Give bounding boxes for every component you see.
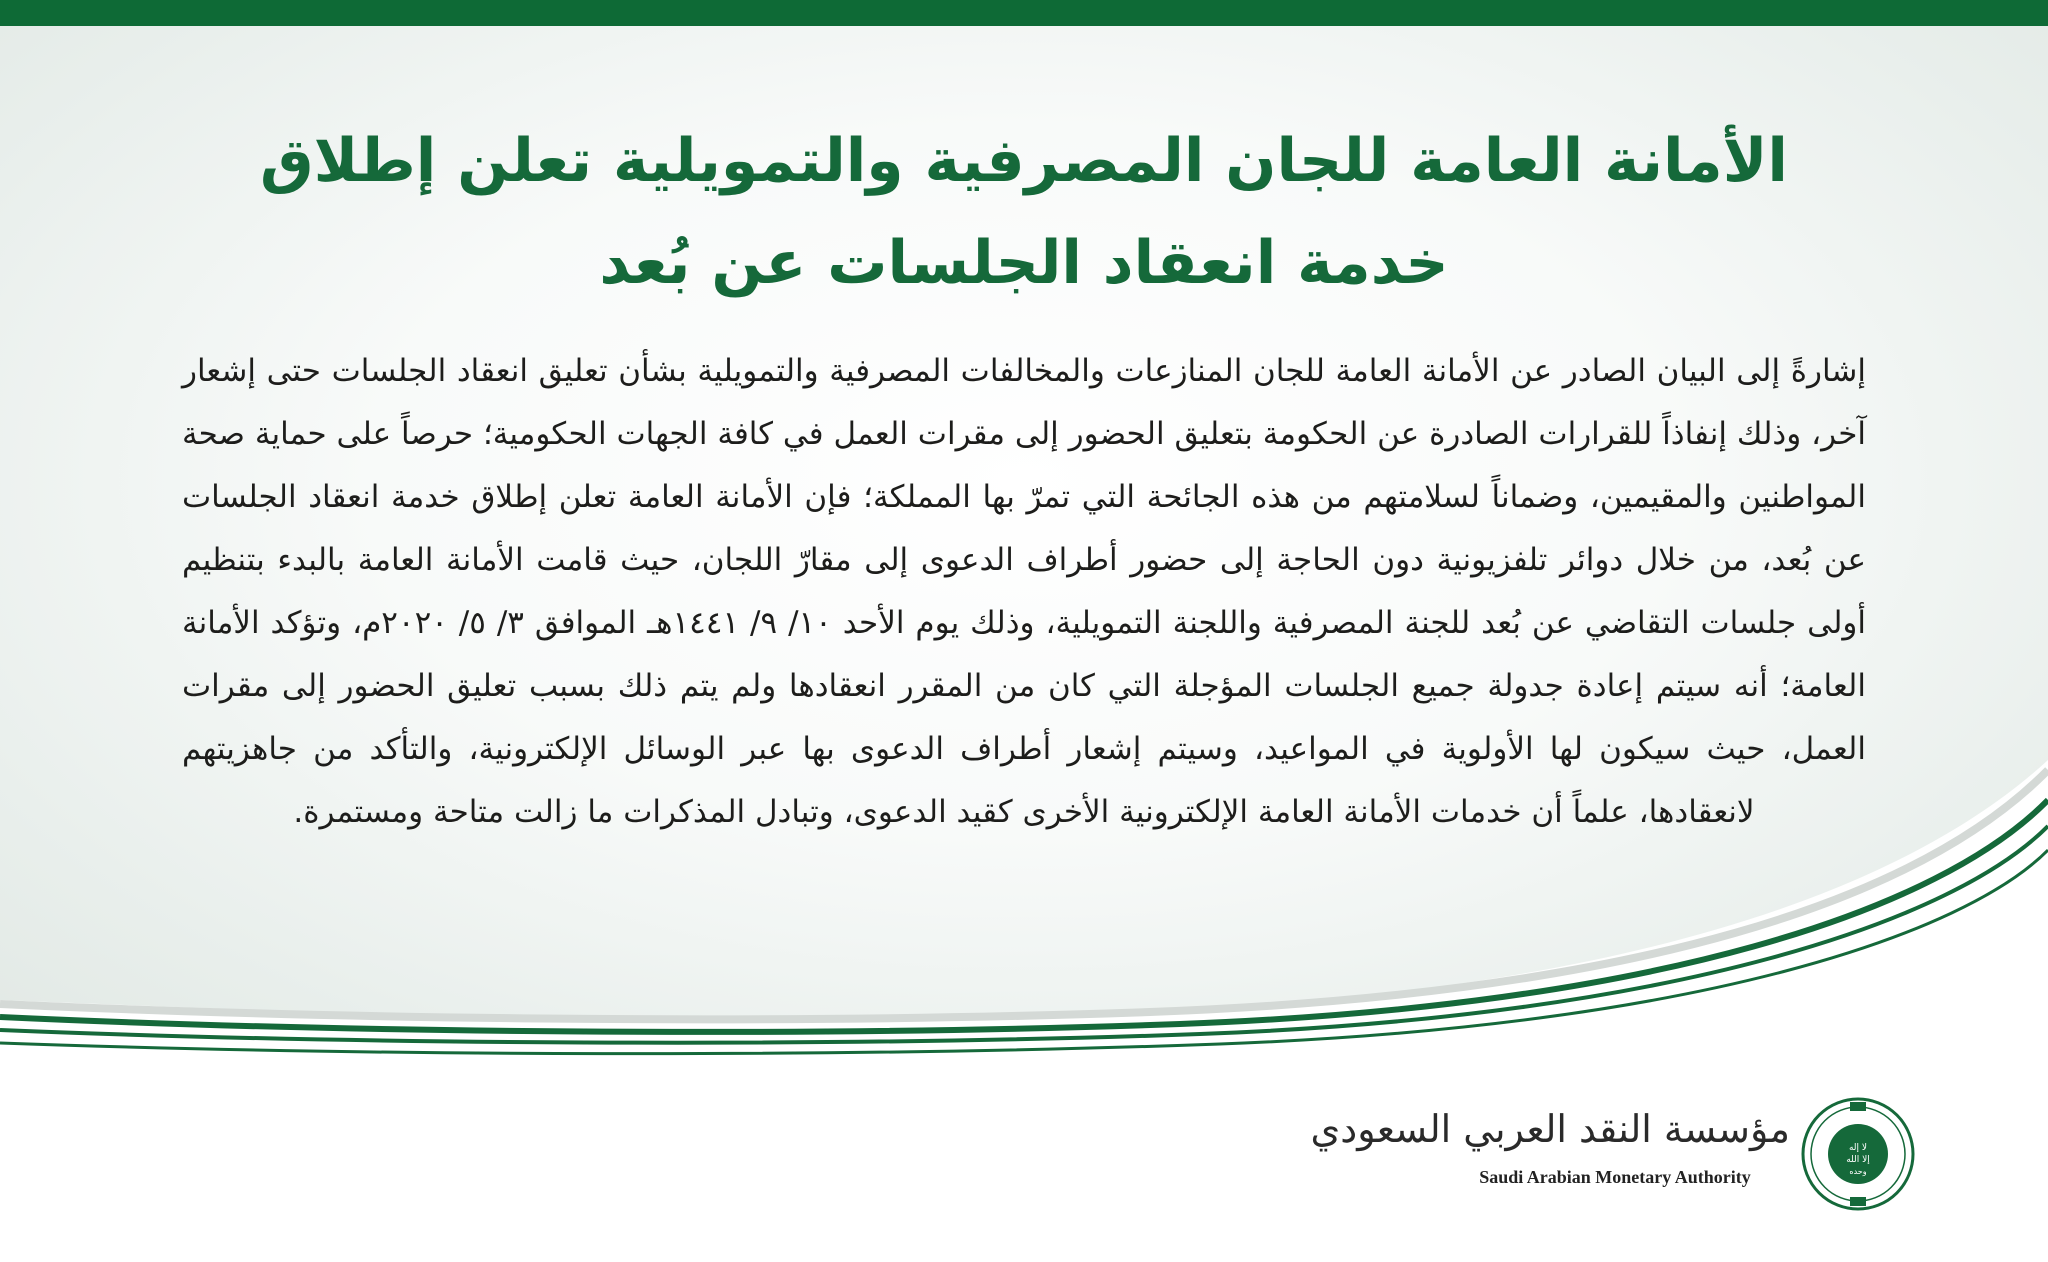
sama-logo xyxy=(1310,1090,1920,1210)
svg-text:وحده: وحده xyxy=(1849,1167,1867,1176)
logo-english-name: Saudi Arabian Monetary Authority xyxy=(1479,1167,1751,1187)
headline-line-2: خدمة انعقاد الجلسات عن بُعد xyxy=(599,228,1449,298)
sama-emblem-icon xyxy=(1800,1096,1916,1212)
announcement-headline xyxy=(200,110,1848,314)
announcement-body: إشارةً إلى البيان الصادر عن الأمانة العامة للجان المنازعات والمخالفات المصرفية والتمويلية بشأن تعليق انعقاد الجلسات حتى إشعار آخر، وذلك إنفاذاً للقرارات الصادرة عن الحكومة بتعليق الحضور إلى مقرات العمل في كافة الجهات الحكومية؛ حرصاً على حماية صحة المواطنين والمقيمين، وضماناً لسلامتهم من هذه الجائحة التي تمرّ بها المملكة؛ فإن الأمانة العامة تعلن إطلاق خدمة انعقاد الجلسات عن بُعد، من خلال دوائر تلفزيونية دون الحاجة إلى حضور أطراف الدعوى إلى مقارّ اللجان، حيث قامت الأمانة العامة بالبدء بتنظيم أولى جلسات التقاضي عن بُعد للجنة المصرفية واللجنة التمويلية، وذلك يوم الأحد ١٠/ ٩/ ١٤٤١هـ الموافق ٣/ ٥/ ٢٠٢٠م، وتؤكد الأمانة العامة؛ أنه سيتم إعادة جدولة جميع الجلسات المؤجلة التي كان من المقرر انعقادها ولم يتم ذلك بسبب تعليق الحضور إلى مقرات العمل، حيث سيكون لها الأولوية في المواعيد، وسيتم إشعار أطراف الدعوى بها عبر الوسائل الإلكترونية، والتأكد من جاهزيتهم لانعقادها، علماً أن خدمات الأمانة العامة الإلكترونية الأخرى كقيد الدعوى، وتبادل المذكرات ما زالت متاحة ومستمرة. xyxy=(182,353,1866,830)
svg-text:لا إله: لا إله xyxy=(1848,1143,1868,1153)
svg-text:إلا الله: إلا الله xyxy=(1846,1155,1870,1165)
logo-arabic-name: مؤسسة النقد العربي السعودي xyxy=(1310,1107,1790,1151)
headline-line-1: الأمانة العامة للجان المصرفية والتمويلية تعلن إطلاق xyxy=(260,126,1788,196)
